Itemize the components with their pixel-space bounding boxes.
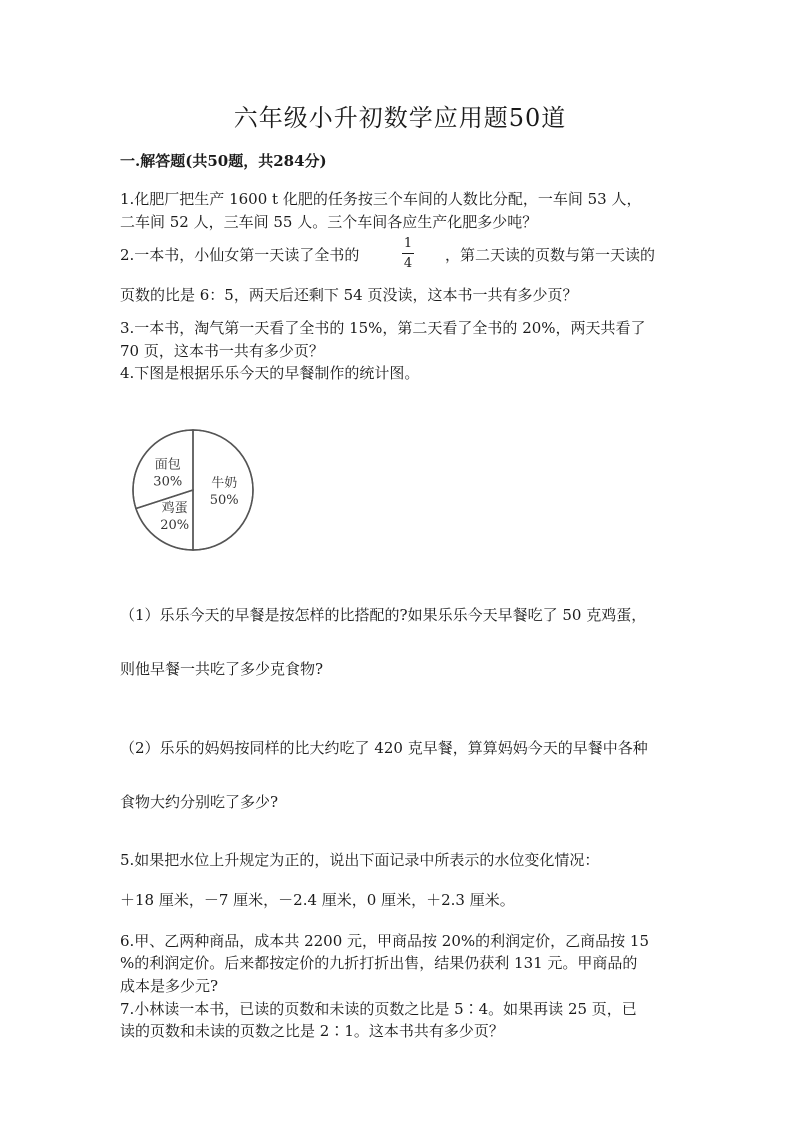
- q2-line1-b: ，第二天读的页数与第一天读的: [445, 246, 656, 264]
- fraction-bar: [402, 253, 414, 254]
- pie-slice-value-1: 20%: [160, 518, 190, 534]
- pie-slice-value-2: 30%: [153, 474, 183, 490]
- fraction-numerator: 1: [403, 236, 413, 251]
- q5-line1: 5.如果把水位上升规定为正的，说出下面记录中所表示的水位变化情况：: [120, 851, 600, 869]
- page-title: 六年级小升初数学应用题50道: [233, 104, 567, 132]
- pie-slice-label-0: 牛奶: [211, 476, 238, 491]
- q4-sub1-line1: （1）乐乐今天的早餐是按怎样的比搭配的?如果乐乐今天早餐吃了 50 克鸡蛋，: [120, 606, 647, 624]
- q1-line1: 1.化肥厂把生产 1600 t 化肥的任务按三个车间的人数比分配，一车间 53 人，: [120, 190, 642, 208]
- q4-sub1-line2: 则他早餐一共吃了多少克食物?: [120, 660, 324, 678]
- q5-line2: ＋18 厘米，－7 厘米，－2.4 厘米，0 厘米，＋2.3 厘米。: [120, 891, 515, 909]
- pie-slice-value-0: 50%: [209, 493, 239, 508]
- q3-line2: 70 页，这本书一共有多少页？: [120, 342, 324, 360]
- q7-line2: 读的页数和未读的页数之比是 2∶1。这本书共有多少页？: [120, 1022, 504, 1040]
- breakfast-pie-chart: [118, 428, 268, 558]
- q6-line3: 成本是多少元?: [120, 977, 219, 995]
- section-heading: 一.解答题(共50题，共284分): [120, 152, 327, 170]
- pie-slice-label-2: 面包: [154, 457, 181, 473]
- pie-slice-label-1: 鸡蛋: [161, 501, 188, 517]
- q4-sub2-line2: 食物大约分别吃了多少?: [120, 793, 279, 811]
- q6-line2: %的利润定价。后来都按定价的九折打折出售，结果仍获利 131 元。甲商品的: [120, 954, 638, 972]
- q7-line1: 7.小林读一本书，已读的页数和未读的页数之比是 5∶4。如果再读 25 页，已: [120, 1000, 637, 1018]
- q3-line1: 3.一本书，淘气第一天看了全书的 15%，第二天看了全书的 20%，两天共看了: [120, 319, 646, 337]
- q4-sub2-line1: （2）乐乐的妈妈按同样的比大约吃了 420 克早餐，算算妈妈今天的早餐中各种: [120, 739, 648, 757]
- q1-line2: 二车间 52 人，三车间 55 人。三个车间各应生产化肥多少吨？: [120, 213, 538, 231]
- q6-line1: 6.甲、乙两种商品，成本共 2200 元，甲商品按 20%的利润定价，乙商品按 15: [120, 932, 649, 950]
- q2-line2: 页数的比是 6：5，两天后还剩下 54 页没读，这本书一共有多少页？: [120, 286, 578, 304]
- fraction-denominator: 4: [403, 256, 413, 271]
- fraction-one-quarter: [398, 237, 418, 271]
- q2-line1-a: 2.一本书，小仙女第一天读了全书的: [120, 246, 360, 264]
- q4-line1: 4.下图是根据乐乐今天的早餐制作的统计图。: [120, 364, 420, 382]
